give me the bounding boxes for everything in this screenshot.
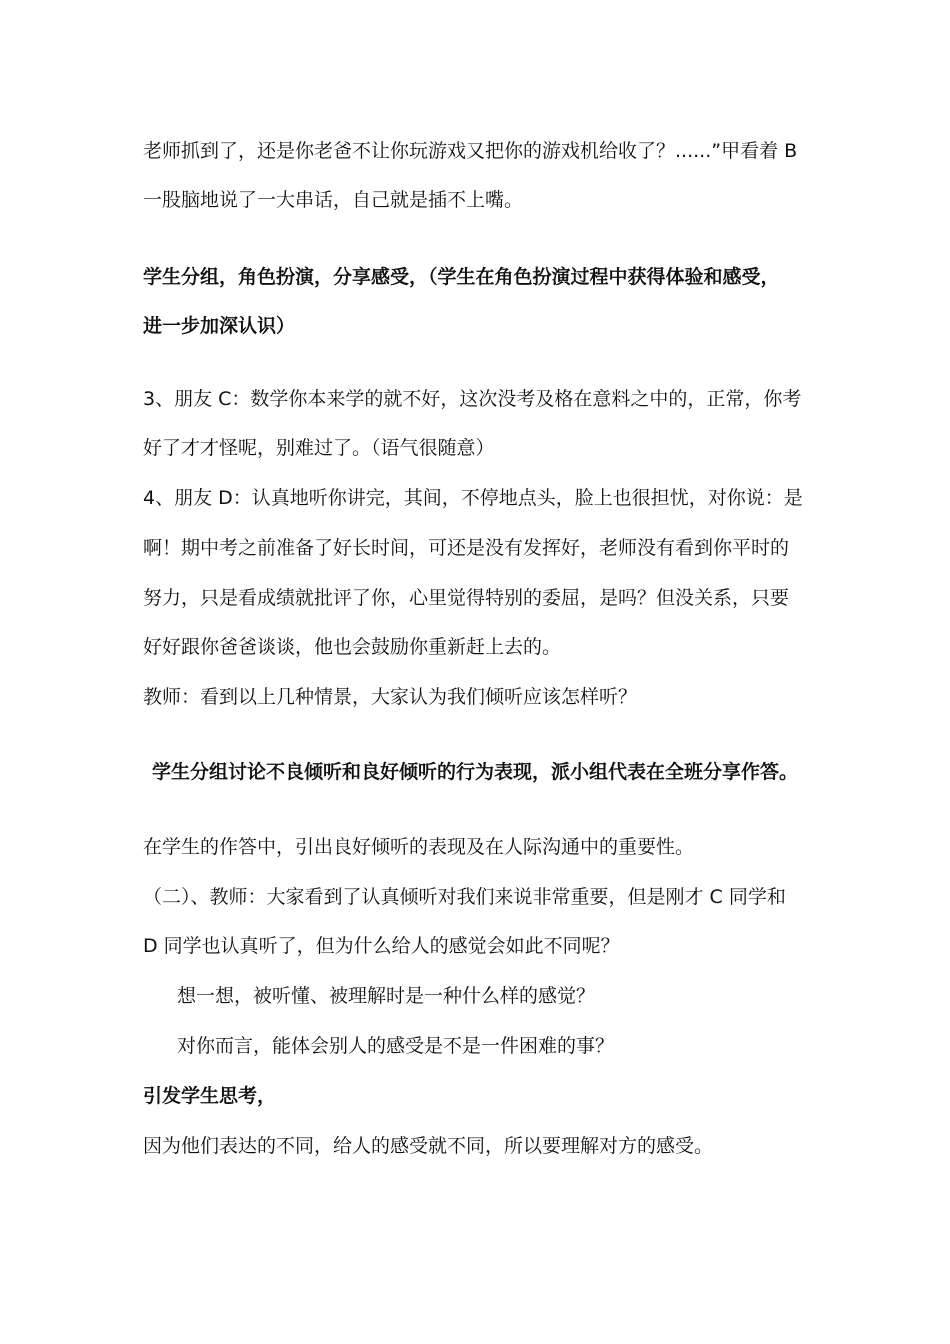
paragraph-line: 3、朋友 C：数学你本来学的就不好，这次没考及格在意料之中的，正常，你考 <box>143 388 802 410</box>
activity-heading: 引发学生思考， <box>143 1085 277 1107</box>
paragraph-line: 努力，只是看成绩就批评了你，心里觉得特别的委屈，是吗？但没关系，只要 <box>143 587 790 609</box>
question-line: 对你而言，能体会别人的感受是不是一件困难的事？ <box>177 1035 615 1057</box>
paragraph-line: 4、朋友 D：认真地听你讲完，其间，不停地点头，脸上也很担忧，对你说：是 <box>143 487 803 509</box>
paragraph-line: 啊！期中考之前准备了好长时间，可还是没有发挥好，老师没有看到你平时的 <box>143 537 790 559</box>
paragraph-line: （二）、教师：大家看到了认真倾听对我们来说非常重要，但是刚才 C 同学和 <box>143 886 786 908</box>
paragraph-line: 因为他们表达的不同，给人的感受就不同，所以要理解对方的感受。 <box>143 1135 714 1157</box>
paragraph-line: 老师抓到了，还是你老爸不让你玩游戏又把你的游戏机给收了？......”甲看着 B <box>143 140 798 162</box>
paragraph-line: 在学生的作答中，引出良好倾听的表现及在人际沟通中的重要性。 <box>143 836 695 858</box>
paragraph-line: 教师：看到以上几种情景，大家认为我们倾听应该怎样听？ <box>143 686 638 708</box>
question-line: 想一想，被听懂、被理解时是一种什么样的感觉？ <box>177 985 596 1007</box>
paragraph-line: 好了才才怪呢，别难过了。（语气很随意） <box>143 437 495 459</box>
activity-heading: 学生分组讨论不良倾听和良好倾听的行为表现，派小组代表在全班分享作答。 <box>152 761 799 783</box>
paragraph-line: D 同学也认真听了，但为什么给人的感觉会如此不同呢？ <box>143 935 620 957</box>
paragraph-line: 一股脑地说了一大串话，自己就是插不上嘴。 <box>143 189 524 211</box>
activity-heading: 进一步加深认识） <box>143 315 296 337</box>
paragraph-line: 好好跟你爸爸谈谈，他也会鼓励你重新赶上去的。 <box>143 636 562 658</box>
activity-heading: 学生分组，角色扮演，分享感受，（学生在角色扮演过程中获得体验和感受， <box>143 266 780 288</box>
